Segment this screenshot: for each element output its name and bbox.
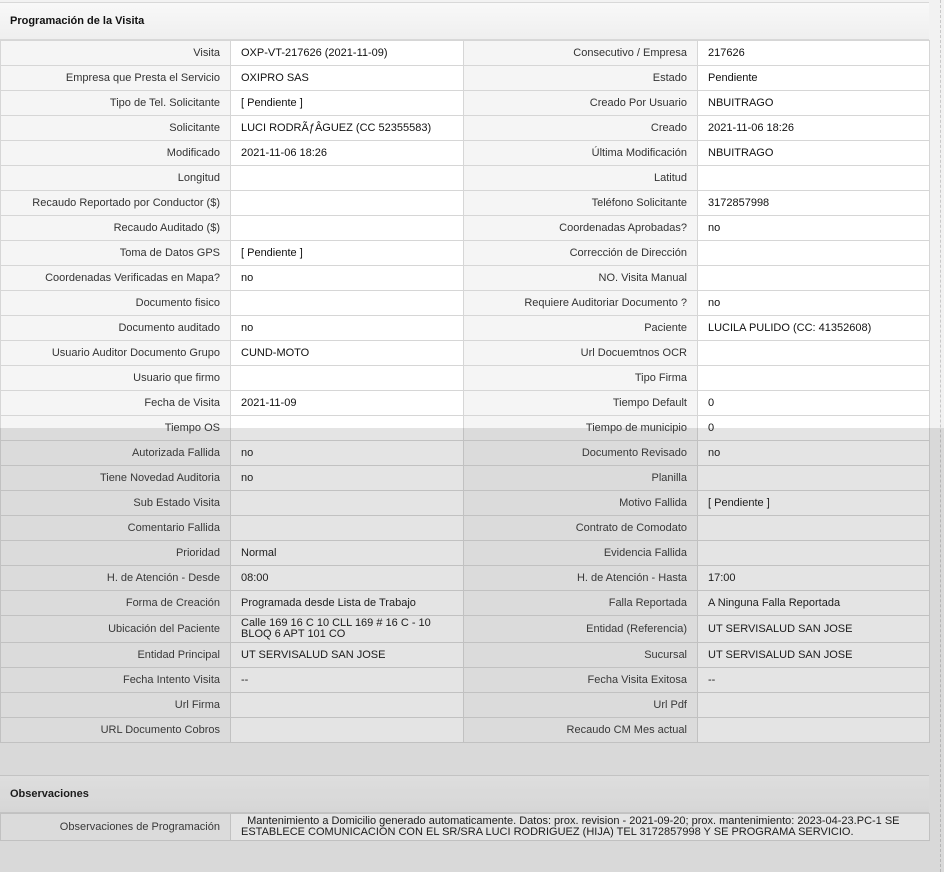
field-label: Documento fisico [1,291,231,316]
field-value [698,541,930,566]
field-label: Entidad Principal [1,643,231,668]
programacion-panel [0,2,929,743]
field-value: CUND-MOTO [231,341,464,366]
field-value: UT SERVISALUD SAN JOSE [698,616,930,643]
table-row [1,466,930,491]
field-label: Tiempo Default [464,391,698,416]
field-label: Evidencia Fallida [464,541,698,566]
field-value [231,291,464,316]
field-value [231,166,464,191]
field-value: no [698,291,930,316]
field-label: Autorizada Fallida [1,441,231,466]
field-value: 3172857998 [698,191,930,216]
field-value: [ Pendiente ] [231,91,464,116]
field-label: Prioridad [1,541,231,566]
table-row [1,316,930,341]
field-value [698,516,930,541]
field-value: no [231,441,464,466]
field-label: Url Firma [1,693,231,718]
table-row [1,91,930,116]
field-label: Usuario que firmo [1,366,231,391]
table-row [1,41,930,66]
field-value [698,341,930,366]
observaciones-header: Observaciones [0,775,929,813]
table-row [1,191,930,216]
table-row [1,391,930,416]
field-label: Fecha Visita Exitosa [464,668,698,693]
field-value: Normal [231,541,464,566]
field-label: Recaudo CM Mes actual [464,718,698,743]
field-label: Sucursal [464,643,698,668]
table-row [1,141,930,166]
table-row [1,416,930,441]
field-value: OXP-VT-217626 (2021-11-09) [231,41,464,66]
field-label: Requiere Auditoriar Documento ? [464,291,698,316]
table-row [1,718,930,743]
field-label: Ubicación del Paciente [1,616,231,643]
programacion-table [0,40,930,743]
field-label: URL Documento Cobros [1,718,231,743]
field-value: [ Pendiente ] [698,491,930,516]
field-label: Coordenadas Aprobadas? [464,216,698,241]
field-label: Estado [464,66,698,91]
field-value: no [231,466,464,491]
field-value [231,491,464,516]
field-value [231,366,464,391]
field-label: Modificado [1,141,231,166]
observaciones-table [0,813,930,841]
page-edge-dashed-line [940,0,941,872]
field-value [698,366,930,391]
field-value: 2021-11-06 18:26 [698,116,930,141]
field-label: Usuario Auditor Documento Grupo [1,341,231,366]
field-label: Contrato de Comodato [464,516,698,541]
field-label: Longitud [1,166,231,191]
field-label: Teléfono Solicitante [464,191,698,216]
field-label: Documento Revisado [464,441,698,466]
table-row [1,643,930,668]
field-value: -- [231,668,464,693]
field-label: Tipo de Tel. Solicitante [1,91,231,116]
field-label: Creado Por Usuario [464,91,698,116]
field-value: Calle 169 16 C 10 CLL 169 # 16 C - 10 BLOQ 6 APT 101 CO [231,616,464,643]
field-label: Creado [464,116,698,141]
field-label: Motivo Fallida [464,491,698,516]
table-row [1,366,930,391]
field-value: 08:00 [231,566,464,591]
table-row [1,591,930,616]
table-row [1,266,930,291]
field-label: Visita [1,41,231,66]
table-row [1,668,930,693]
field-value: no [698,216,930,241]
field-value [231,416,464,441]
field-value: UT SERVISALUD SAN JOSE [231,643,464,668]
field-value [231,693,464,718]
field-value: no [698,441,930,466]
table-row [1,441,930,466]
field-value [231,516,464,541]
field-value: 2021-11-06 18:26 [231,141,464,166]
field-label: Solicitante [1,116,231,141]
field-value [698,693,930,718]
field-value: LUCILA PULIDO (CC: 41352608) [698,316,930,341]
field-value: [ Pendiente ] [231,241,464,266]
field-value: 2021-11-09 [231,391,464,416]
field-value: OXIPRO SAS [231,66,464,91]
field-label: Corrección de Dirección [464,241,698,266]
field-value [698,266,930,291]
table-row [1,693,930,718]
field-value: 17:00 [698,566,930,591]
field-value [231,191,464,216]
field-label: Tiempo OS [1,416,231,441]
field-label: Forma de Creación [1,591,231,616]
programacion-table-body [1,41,930,743]
table-row [1,616,930,643]
field-value: UT SERVISALUD SAN JOSE [698,643,930,668]
field-value: Pendiente [698,66,930,91]
table-row [1,116,930,141]
field-label: Comentario Fallida [1,516,231,541]
field-label: Tiempo de municipio [464,416,698,441]
field-value: -- [698,668,930,693]
field-label: Fecha de Visita [1,391,231,416]
field-label: Toma de Datos GPS [1,241,231,266]
field-label: Latitud [464,166,698,191]
observaciones-panel [0,775,929,841]
table-row [1,216,930,241]
table-row [1,516,930,541]
field-label: Url Docuemtnos OCR [464,341,698,366]
field-label: Tiene Novedad Auditoria [1,466,231,491]
field-value: 0 [698,416,930,441]
table-row [1,166,930,191]
table-row [1,566,930,591]
programacion-header: Programación de la Visita [0,2,929,40]
field-value: NBUITRAGO [698,91,930,116]
table-row [1,341,930,366]
field-label: Documento auditado [1,316,231,341]
table-row [1,291,930,316]
field-label: Sub Estado Visita [1,491,231,516]
field-value [698,466,930,491]
field-label: Tipo Firma [464,366,698,391]
field-value: LUCI RODRÃƒÂGUEZ (CC 52355583) [231,116,464,141]
field-label: Consecutivo / Empresa [464,41,698,66]
field-value [231,216,464,241]
field-label: Url Pdf [464,693,698,718]
field-label: Paciente [464,316,698,341]
field-label: NO. Visita Manual [464,266,698,291]
table-row [1,814,930,841]
field-label: Recaudo Auditado ($) [1,216,231,241]
table-row [1,241,930,266]
field-label: Recaudo Reportado por Conductor ($) [1,191,231,216]
field-value: A Ninguna Falla Reportada [698,591,930,616]
field-label: Entidad (Referencia) [464,616,698,643]
field-label: H. de Atención - Hasta [464,566,698,591]
table-row [1,491,930,516]
field-label: Falla Reportada [464,591,698,616]
field-value: 217626 [698,41,930,66]
field-value [231,718,464,743]
observaciones-value: Mantenimiento a Domicilio generado automaticamente. Datos: prox. revision - 2021-09-20; prox. mantenimiento: 2023-04-23.PC-1 SE ESTABLECE COMUNICACIÓN CON EL SR/SRA LUCI RODRIGUEZ (HIJA) TEL 3172857998 Y SE PROGRAMA SERVICIO. [231,814,930,841]
table-row [1,66,930,91]
field-label: Última Modificación [464,141,698,166]
field-label: Empresa que Presta el Servicio [1,66,231,91]
field-label: Fecha Intento Visita [1,668,231,693]
field-label: H. de Atención - Desde [1,566,231,591]
field-value [698,166,930,191]
field-value: no [231,316,464,341]
observaciones-label: Observaciones de Programación [1,814,231,841]
field-value: Programada desde Lista de Trabajo [231,591,464,616]
field-value: NBUITRAGO [698,141,930,166]
field-value: 0 [698,391,930,416]
field-value: no [231,266,464,291]
field-value [698,241,930,266]
field-label: Coordenadas Verificadas en Mapa? [1,266,231,291]
table-row [1,541,930,566]
field-value [698,718,930,743]
field-label: Planilla [464,466,698,491]
